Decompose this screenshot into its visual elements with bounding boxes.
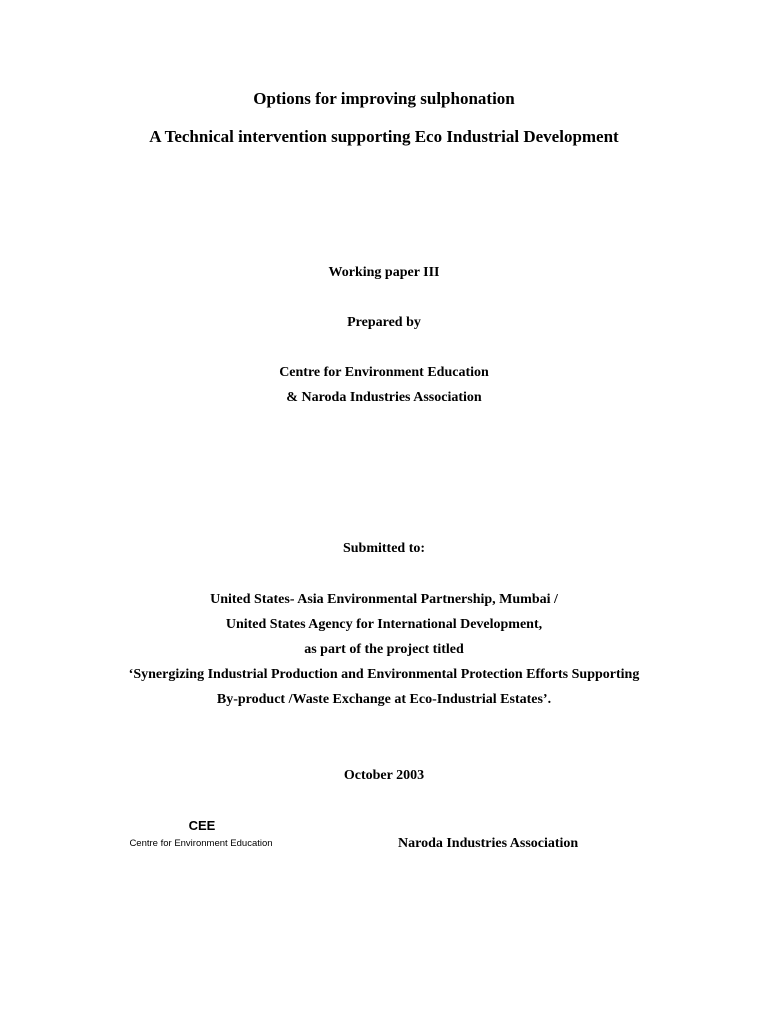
prepared-by-label: Prepared by [347,315,421,330]
paper-number: Working paper III [328,265,440,280]
cee-logo [118,819,284,849]
cee-logo-full-name: Centre for Environment Education [129,838,273,849]
submission-line: United States- Asia Environmental Partnership, Mumbai / [210,592,558,607]
submission-line: United States Agency for International Development, [225,617,543,632]
submitted-to-label: Submitted to: [342,541,426,556]
preparer-line: & Naroda Industries Association [286,390,482,405]
document-title: Options for improving sulphonation [253,89,515,108]
submission-line: By-product /Waste Exchange at Eco-Industrial Estates’. [216,692,552,707]
naroda-association-name: Naroda Industries Association [398,836,579,851]
document-date: October 2003 [343,768,425,783]
submission-line: ‘Synergizing Industrial Production and Environmental Protection Efforts Supporting [128,667,640,682]
preparer-line: Centre for Environment Education [279,365,489,380]
cee-logo-abbreviation: CEE [188,818,216,833]
submission-line: as part of the project titled [304,642,464,657]
document-subtitle: A Technical intervention supporting Eco Industrial Development [149,127,619,146]
